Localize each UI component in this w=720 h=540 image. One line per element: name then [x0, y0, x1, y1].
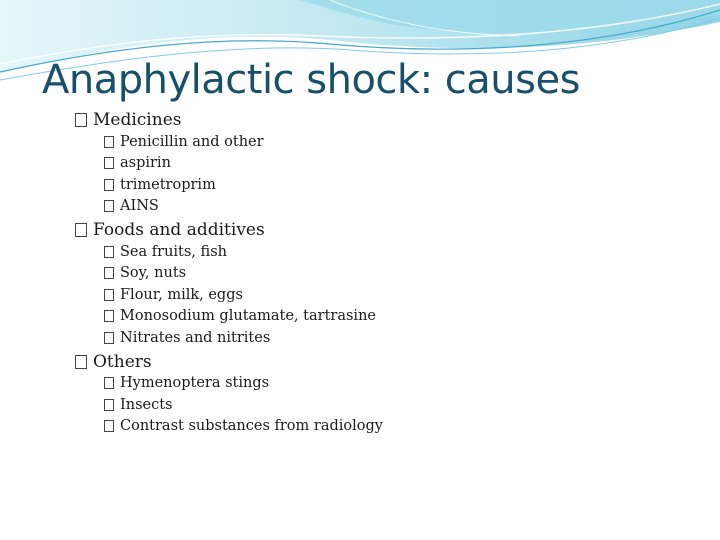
- square-bullet-icon: [104, 399, 114, 411]
- bullet-content: [74, 109, 694, 439]
- square-bullet-icon: [104, 246, 114, 258]
- section-heading: Medicines: [93, 110, 182, 130]
- section-1: [74, 219, 694, 349]
- section-items: [74, 241, 694, 349]
- list-item-text: Monosodium glutamate, tartrasine: [120, 308, 376, 325]
- slide-title: Anaphylactic shock: causes: [42, 57, 580, 103]
- square-bullet-icon: [104, 157, 114, 169]
- list-item: [104, 284, 694, 306]
- square-bullet-icon: [104, 420, 114, 432]
- list-item: [104, 327, 694, 349]
- list-item-text: Flour, milk, eggs: [120, 286, 243, 303]
- list-item-text: AINS: [120, 198, 159, 215]
- list-item: [104, 416, 694, 438]
- list-item: [104, 306, 694, 328]
- list-item-text: Penicillin and other: [120, 133, 264, 150]
- square-bullet-icon: [104, 332, 114, 344]
- list-item-text: Soy, nuts: [120, 265, 187, 282]
- section-list: [74, 109, 694, 437]
- square-bullet-icon: [104, 200, 114, 212]
- section-items: [74, 131, 694, 217]
- square-bullet-icon: [104, 179, 114, 191]
- section-0: [74, 109, 694, 217]
- list-item: [104, 131, 694, 153]
- section-2: [74, 351, 694, 438]
- square-bullet-icon: [75, 223, 87, 237]
- list-item-text: trimetroprim: [120, 176, 216, 193]
- list-item-text: Hymenoptera stings: [120, 375, 270, 392]
- list-item-text: Contrast substances from radiology: [120, 418, 383, 435]
- section-heading-row: [74, 109, 694, 131]
- section-heading: Foods and additives: [93, 220, 265, 240]
- section-heading-row: [74, 219, 694, 241]
- list-item-text: Sea fruits, fish: [120, 243, 227, 260]
- list-item-text: Nitrates and nitrites: [120, 329, 271, 346]
- list-item: [104, 196, 694, 218]
- list-item-text: aspirin: [120, 155, 171, 172]
- section-items: [74, 373, 694, 438]
- list-item: [104, 373, 694, 395]
- square-bullet-icon: [104, 267, 114, 279]
- list-item-text: Insects: [120, 396, 173, 413]
- section-heading-row: [74, 351, 694, 373]
- list-item: [104, 153, 694, 175]
- list-item: [104, 241, 694, 263]
- section-heading: Others: [93, 351, 152, 372]
- square-bullet-icon: [75, 113, 87, 127]
- list-item: [104, 394, 694, 416]
- square-bullet-icon: [75, 355, 87, 369]
- list-item: [104, 174, 694, 196]
- square-bullet-icon: [104, 289, 114, 301]
- square-bullet-icon: [104, 377, 114, 389]
- list-item: [104, 263, 694, 285]
- square-bullet-icon: [104, 136, 114, 148]
- square-bullet-icon: [104, 310, 114, 322]
